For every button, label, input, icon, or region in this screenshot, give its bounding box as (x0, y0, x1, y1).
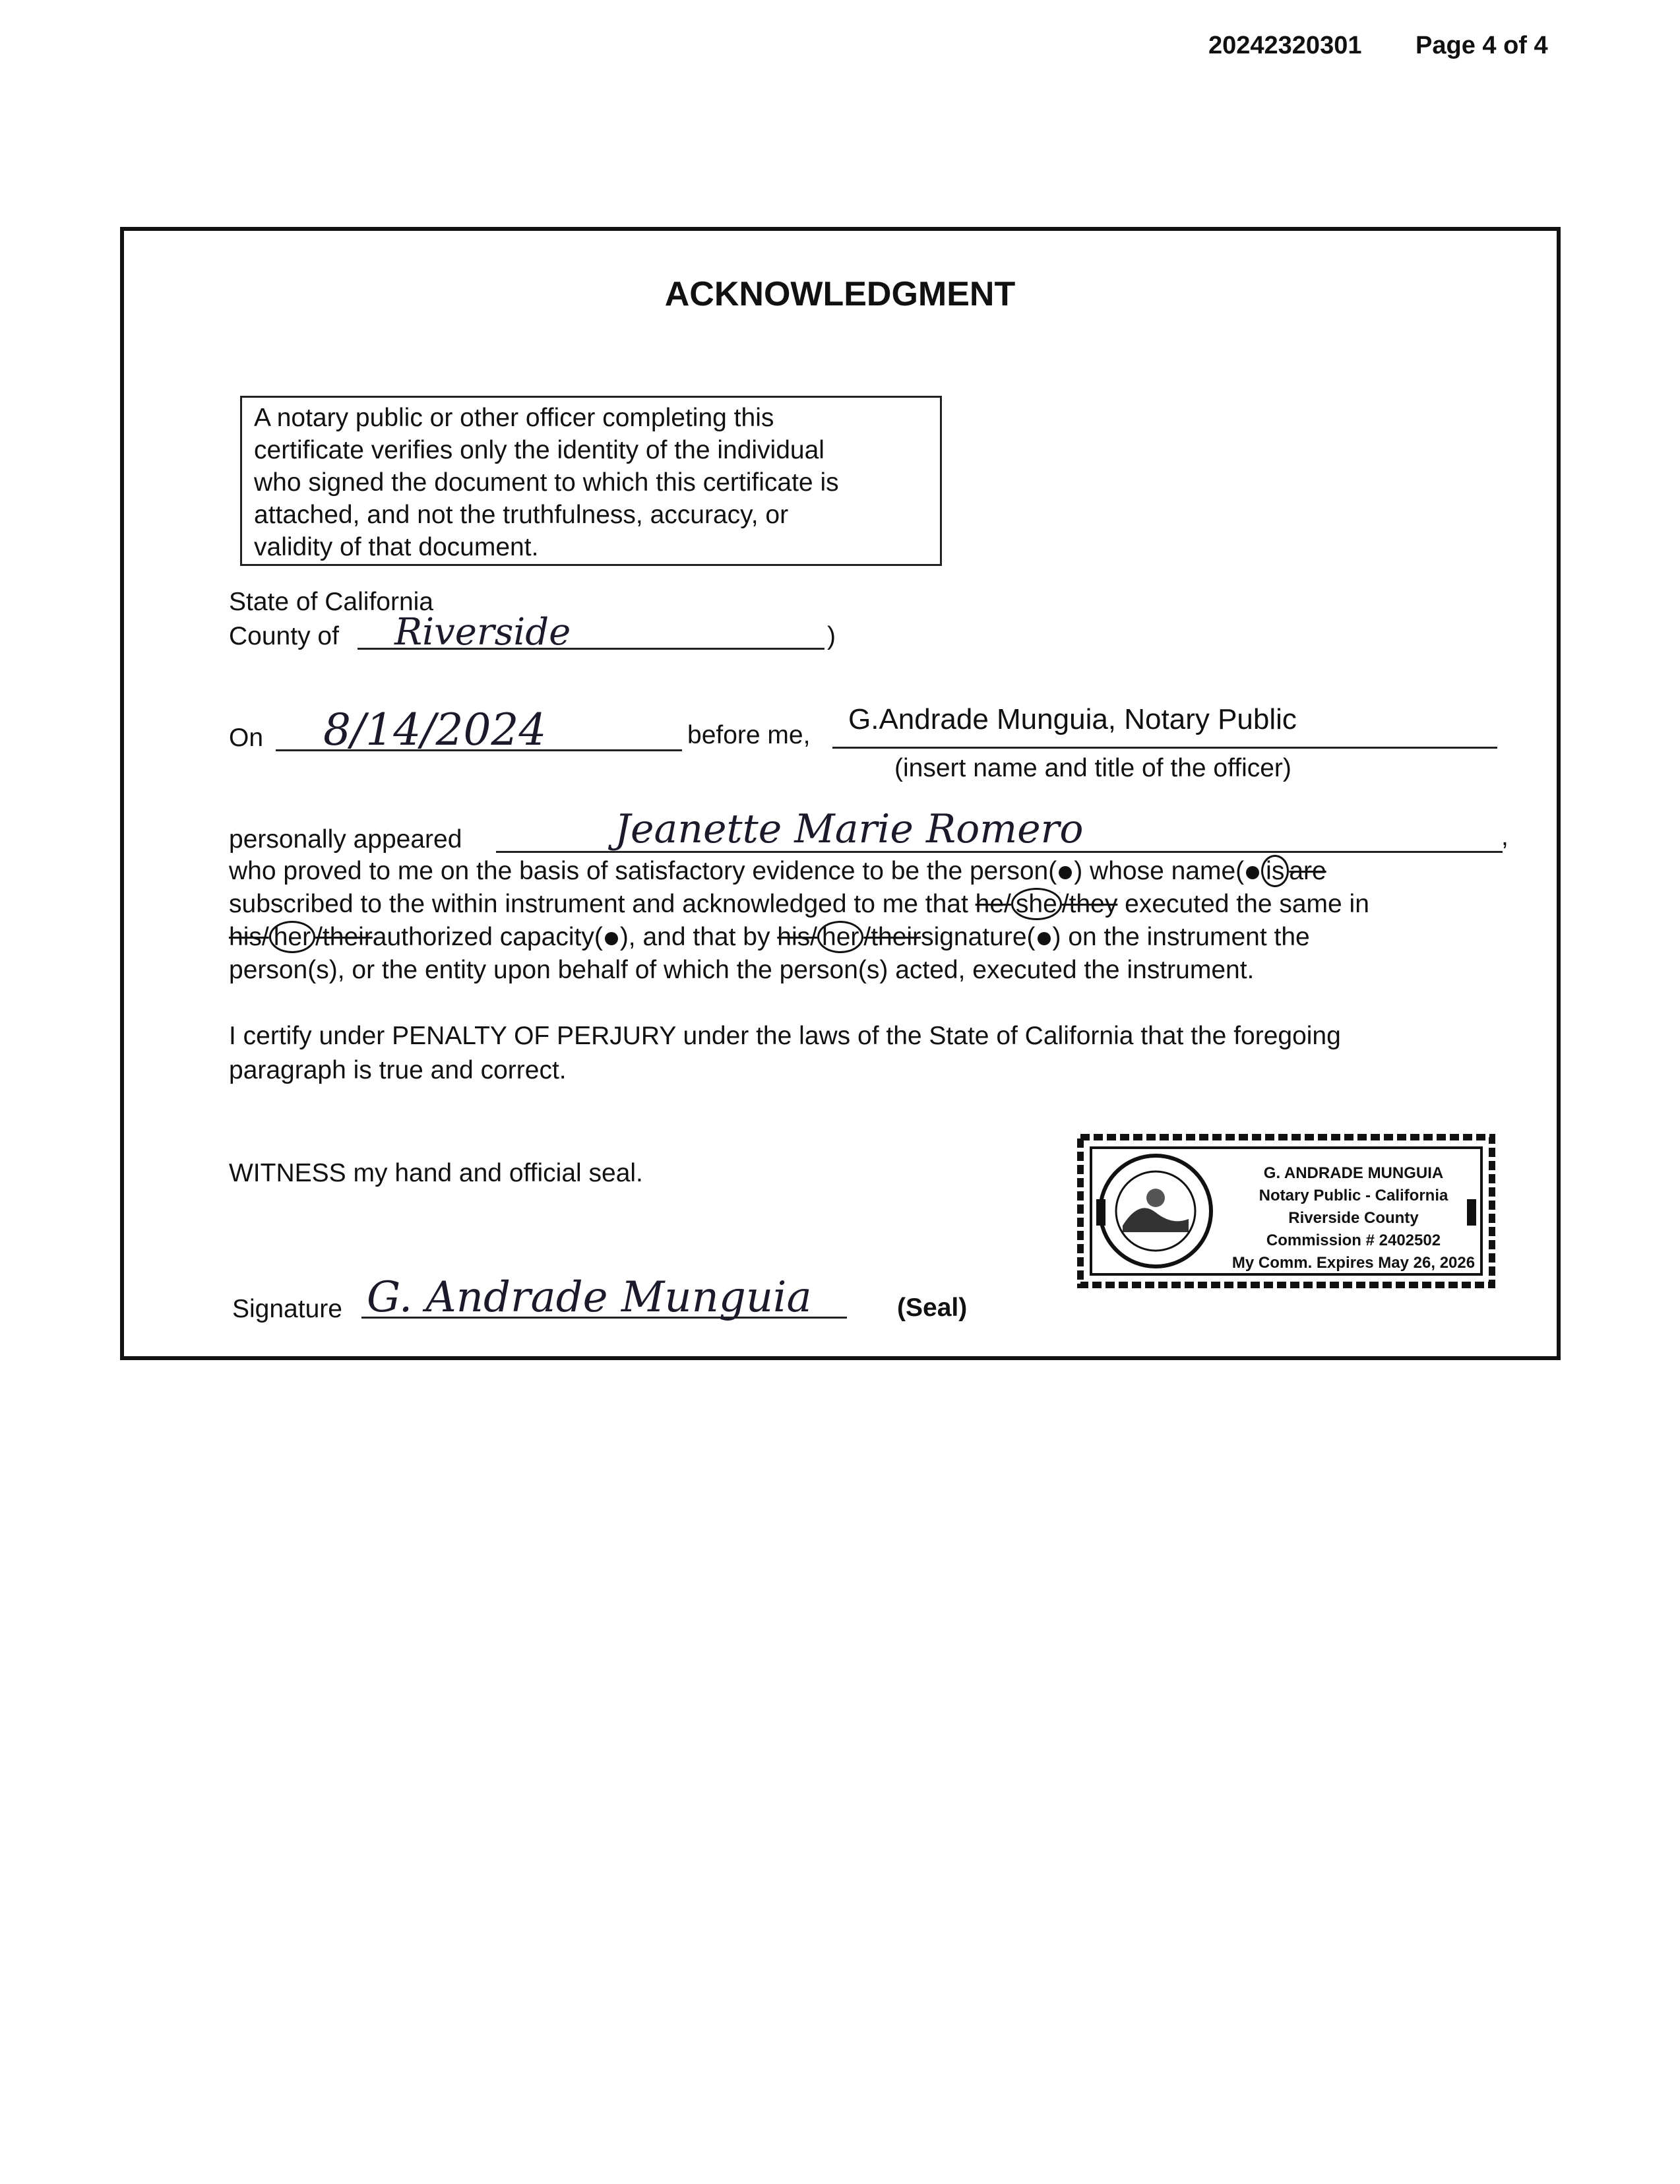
disclaimer-line: certificate verifies only the identity of the individual (254, 436, 824, 464)
disclaimer-box (240, 396, 942, 566)
disclaimer-line: validity of that document. (254, 533, 539, 561)
body-line-1: who proved to me on the basis of satisfactory evidence to be the person( ) whose name( is are (229, 855, 1326, 888)
seal-label: (Seal) (897, 1294, 968, 1322)
blot-mark (605, 932, 618, 945)
signer-value: Jeanette Marie Romero (615, 806, 1084, 852)
blot-mark (1038, 932, 1051, 945)
page-title: ACKNOWLEDGMENT (664, 275, 1016, 313)
notary-expiration: My Comm. Expires May 26, 2026 (1231, 1254, 1476, 1272)
disclaimer-line: attached, and not the truthfulness, accuracy, or (254, 501, 789, 529)
state-label: State of California (229, 588, 434, 616)
county-label: County of (229, 622, 339, 650)
on-label: On (229, 724, 264, 752)
disclaimer-line: who signed the document to which this certificate is (254, 468, 839, 497)
witness-text: WITNESS my hand and official seal. (229, 1159, 643, 1187)
body-line-4: person(s), or the entity upon behalf of which the person(s) acted, executed the instrument. (229, 956, 1255, 984)
officer-caption: (insert name and title of the officer) (894, 754, 1291, 782)
blot-mark (1059, 866, 1072, 879)
body-line-2: subscribed to the within instrument and acknowledged to me that he/ she /they executed the same in (229, 888, 1369, 921)
signature-label: Signature (232, 1295, 342, 1323)
notary-name: G. ANDRADE MUNGUIA (1263, 1164, 1444, 1182)
notary-title: Notary Public - California (1259, 1187, 1448, 1204)
notary-commission: Commission # 2402502 (1266, 1232, 1441, 1249)
certify-line: paragraph is true and correct. (229, 1056, 567, 1084)
signer-comma: , (1501, 823, 1509, 851)
county-close-paren: ) (827, 622, 836, 650)
signature-value: G. Andrade Munguia (367, 1273, 812, 1322)
body-line-3: his/ her /theirauthorized capacity( ), and that by his/ her /theirsignature( ) on the instrument the (229, 921, 1310, 954)
disclaimer-line: A notary public or other officer completing this (254, 404, 774, 432)
document-number: 20242320301 (1208, 32, 1362, 59)
appeared-label: personally appeared (229, 825, 462, 854)
certify-line: I certify under PENALTY OF PERJURY under the laws of the State of California that the foregoing (229, 1022, 1341, 1050)
officer-value: G.Andrade Munguia, Notary Public (848, 703, 1297, 735)
county-value: Riverside (394, 611, 571, 654)
notary-county: Riverside County (1288, 1209, 1419, 1227)
page-number: Page 4 of 4 (1416, 32, 1548, 59)
before-me-label: before me, (687, 721, 811, 749)
officer-line (832, 747, 1497, 749)
blot-mark (1246, 866, 1259, 879)
notary-seal-text (1228, 1162, 1479, 1274)
date-value: 8/14/2024 (323, 704, 547, 755)
